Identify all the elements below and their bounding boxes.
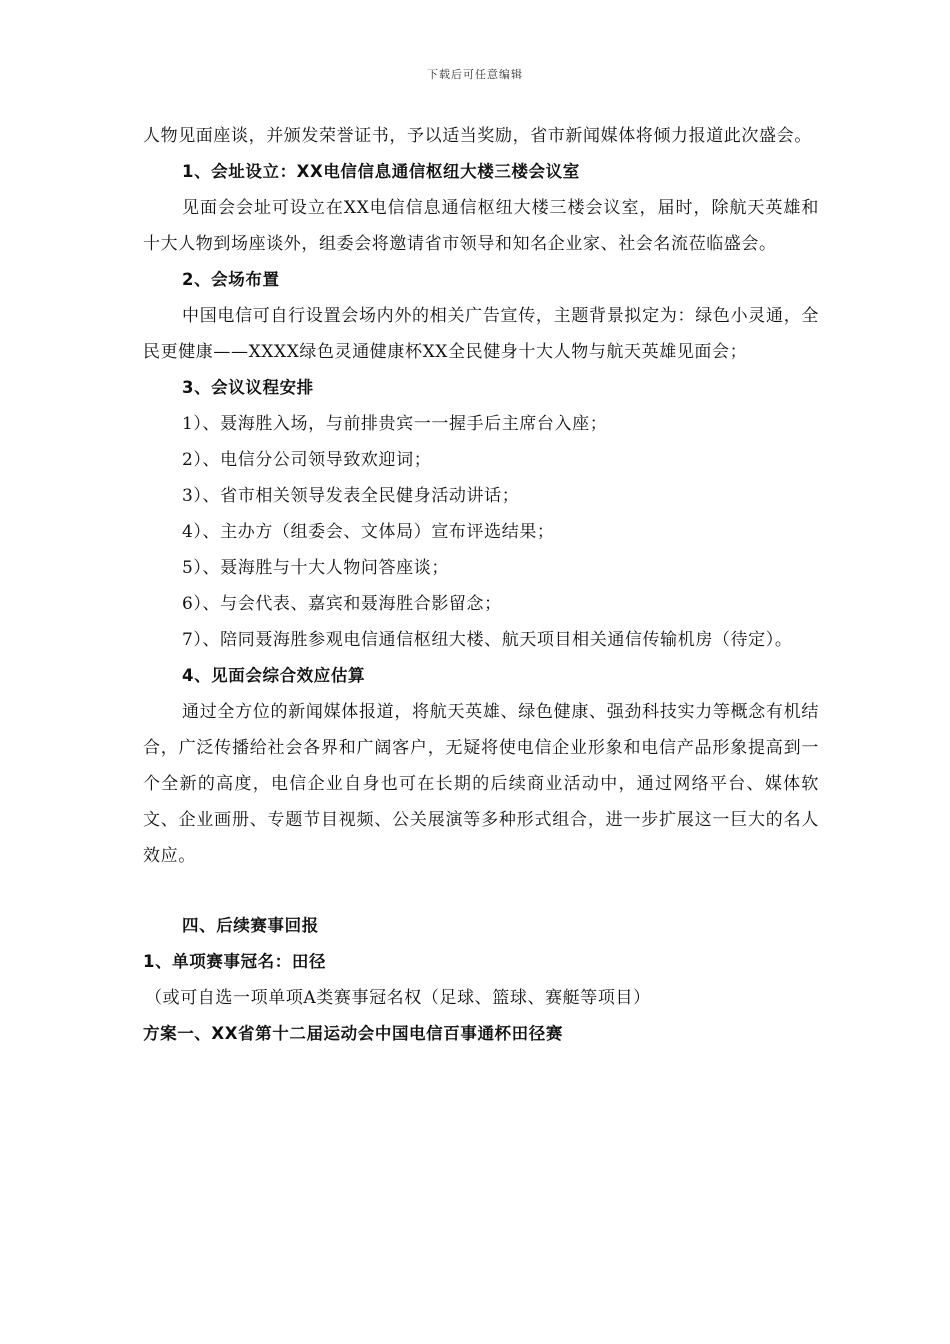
agenda-item-3: 3）、省市相关领导发表全民健身活动讲话； [182,486,520,506]
heading-venue: 1、会址设立：XX电信信息通信枢纽大楼三楼会议室 [182,162,580,181]
section-spacer [143,874,819,908]
agenda-item-4: 4）、主办方（组委会、文体局）宣布评选结果； [182,522,555,542]
heading-single-event: 1、单项赛事冠名：田径 [143,952,327,971]
paragraph-venue: 见面会会址可设立在XX电信信息通信枢纽大楼三楼会议室，届时，除航天英雄和十大人物到场座谈外，组委会将邀请省市领导和知名企业家、社会名流莅临盛会。 [143,198,819,254]
note-single-event: （或可自选一项单项A类赛事冠名权（足球、篮球、赛艇等项目） [145,988,651,1008]
section-heading-followup: 四、后续赛事回报 [182,916,319,935]
agenda-item-7: 7）、陪同聂海胜参观电信通信枢纽大楼、航天项目相关通信传输机房（待定）。 [182,630,793,650]
page-header-note: 下载后可任意编辑 [427,68,523,81]
paragraph-continuation: 人物见面座谈，并颁发荣誉证书，予以适当奖励，省市新闻媒体将倾力报道此次盛会。 [143,126,812,146]
agenda-item-1: 1）、聂海胜入场，与前排贵宾一一握手后主席台入座； [182,414,608,434]
paragraph-effect: 通过全方位的新闻媒体报道，将航天英雄、绿色健康、强劲科技实力等概念有机结合，广泛传播给社会各界和广阔客户，无疑将使电信企业形象和电信产品形象提高到一个全新的高度，电信企业自身也可在长期的后续商业活动中，通过网络平台、媒体软文、企业画册、专题节目视频、公关展演等多种形式组合，进一步扩展这一巨大的名人效应。 [143,702,819,866]
document-body [143,118,819,1052]
heading-effect: 4、见面会综合效应估算 [182,666,366,685]
heading-plan-one: 方案一、XX省第十二届运动会中国电信百事通杯田径赛 [143,1024,563,1043]
heading-agenda: 3、会议议程安排 [182,378,314,397]
agenda-item-6: 6）、与会代表、嘉宾和聂海胜合影留念； [182,594,502,614]
agenda-item-2: 2）、电信分公司领导致欢迎词； [182,450,432,470]
agenda-item-5: 5）、聂海胜与十大人物问答座谈； [182,558,449,578]
paragraph-layout: 中国电信可自行设置会场内外的相关广告宣传，主题背景拟定为：绿色小灵通，全民更健康——XXXX绿色灵通健康杯XX全民健身十大人物与航天英雄见面会； [143,306,819,362]
heading-layout: 2、会场布置 [182,270,280,289]
